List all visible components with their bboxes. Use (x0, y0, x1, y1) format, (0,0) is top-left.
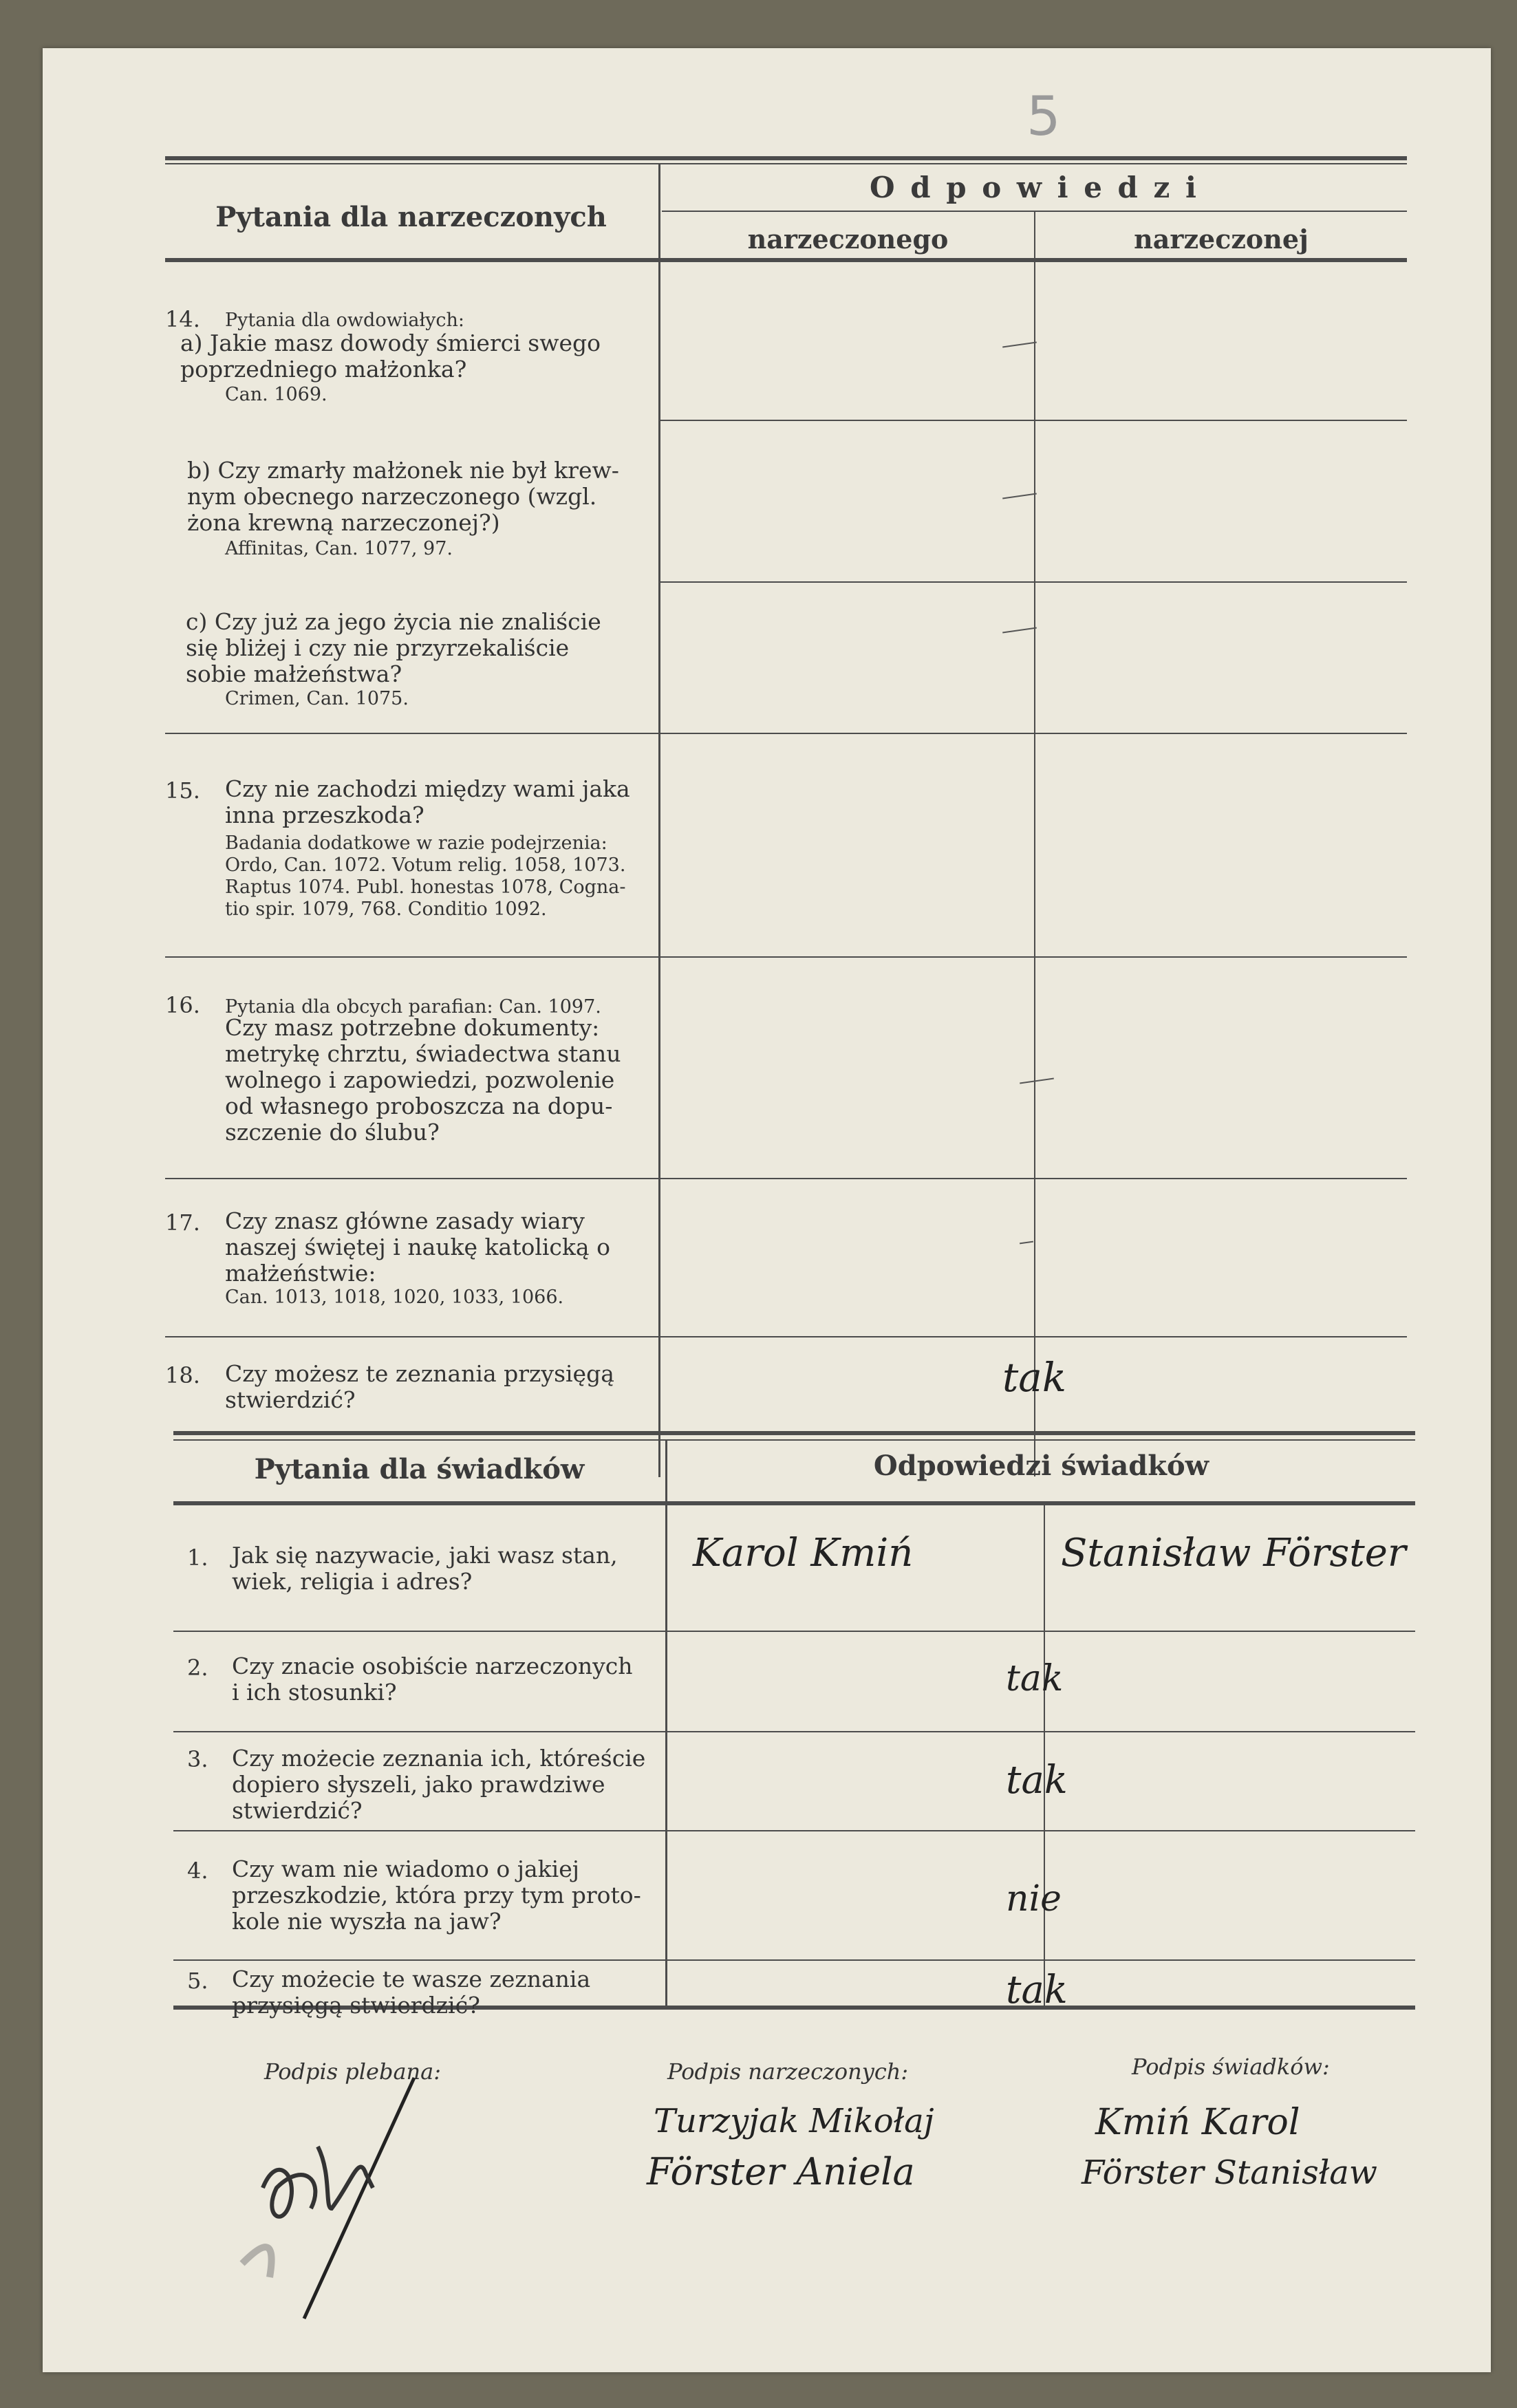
question-number: 15. (165, 777, 200, 804)
question-reference: Crimen, Can. 1075. (225, 688, 409, 709)
question-text: a) Jakie masz dowody śmierci swego poprzedniego małżonka? (180, 330, 601, 383)
pastor-signature-scribble (222, 2071, 469, 2332)
question-text: Czy nie zachodzi między wami jaka inna przeszkoda? (225, 775, 630, 828)
question-number: 17. (165, 1210, 200, 1236)
dash-mark (1020, 1241, 1033, 1245)
question-number: 14. (165, 306, 200, 332)
witness-2-name: Stanisław Förster (1061, 1531, 1406, 1576)
question-reference: Badania dodatkowe w razie podejrzenia: Ordo, Can. 1072. Votum relig. 1058, 1073. Raptus 1074. Publ. honestas 1078, Cogna- tio spir. 1079, 768. Conditio 1092. (225, 832, 626, 920)
witness-1-name: Karol Kmiń (693, 1531, 914, 1576)
witness-questions-heading: Pytania dla świadków (254, 1453, 585, 1485)
witness-top-rule-2 (173, 1439, 1415, 1441)
groom-column-heading: narzeczonego (747, 224, 949, 255)
witness-question-number: 1. (187, 1545, 208, 1571)
header-bottom-rule (165, 258, 1407, 262)
witness-answer-2: tak (1006, 1658, 1064, 1699)
question-intro: Pytania dla owdowiałych: (225, 310, 465, 331)
dash-mark (1002, 493, 1037, 499)
top-rule (165, 156, 1407, 160)
witness-answers-heading: Odpowiedzi świadków (873, 1450, 1209, 1482)
answer-q18: tak (1002, 1354, 1067, 1401)
witness-answer-4: nie (1006, 1878, 1062, 1920)
witness-main-divider (665, 1439, 667, 2007)
question-text: Czy możesz te zeznania przysięgą stwierdzić? (225, 1360, 614, 1413)
witness-question-text: Czy możecie zeznania ich, któreście dopiero słyszeli, jako prawdziwe stwierdzić? (232, 1745, 646, 1824)
questions-engaged-heading: Pytania dla narzeczonych (215, 201, 607, 233)
witness-question-number: 3. (187, 1746, 208, 1772)
engaged-signature-2: Förster Aniela (647, 2150, 915, 2193)
question-text: c) Czy już za jego życia nie znaliście się bliżej i czy nie przyrzekaliście sobie małżeństwa? (186, 608, 601, 687)
engaged-signature-label: Podpis narzeczonych: (667, 2058, 909, 2085)
witness-signature-2: Förster Stanisław (1082, 2153, 1378, 2192)
witness-header-rule (173, 1501, 1415, 1505)
witness-answer-3: tak (1006, 1758, 1068, 1803)
row-sep-17 (165, 1336, 1407, 1337)
question-number: 18. (165, 1362, 200, 1388)
answers-heading: O d p o w i e d z i (870, 171, 1199, 204)
question-reference: Can. 1013, 1018, 1020, 1033, 1066. (225, 1287, 564, 1308)
question-reference: Can. 1069. (225, 384, 327, 405)
witness-row-sep-1 (173, 1631, 1415, 1632)
main-column-divider (658, 163, 660, 1477)
top-rule-2 (165, 163, 1407, 164)
question-intro: Pytania dla obcych parafian: Can. 1097. (225, 996, 601, 1018)
dash-mark (1020, 1078, 1054, 1084)
row-sep-15 (165, 956, 1407, 958)
witness-question-text: Czy możecie te wasze zeznania przysięgą stwierdzić? (232, 1966, 591, 2019)
answers-column-divider (1034, 211, 1035, 1476)
dash-mark (1002, 342, 1037, 348)
witness-signature-1: Kmiń Karol (1095, 2102, 1300, 2143)
question-text: Czy znasz główne zasady wiary naszej świętej i naukę katolicką o małżeństwie: (225, 1207, 610, 1287)
witness-question-number: 2. (187, 1655, 208, 1681)
witness-answers-divider (1044, 1505, 1045, 2006)
witness-question-text: Czy znacie osobiście narzeczonych i ich stosunki? (232, 1653, 633, 1706)
witness-question-number: 4. (187, 1858, 208, 1884)
witness-signature-label: Podpis świadków: (1132, 2054, 1330, 2080)
row-sep-16 (165, 1178, 1407, 1179)
pastor-signature-label: Podpis plebana: (264, 2058, 441, 2085)
bride-column-heading: narzeczonej (1134, 224, 1309, 255)
row-sep-14b (660, 581, 1407, 583)
question-text: Czy masz potrzebne dokumenty: metrykę chrztu, świadectwa stanu wolnego i zapowiedzi, pozwolenie od własnego proboszcza na dopu- szczenie do ślubu? (225, 1014, 621, 1146)
witness-answer-5: tak (1006, 1968, 1068, 2012)
dash-mark (1002, 627, 1037, 634)
question-number: 16. (165, 992, 200, 1018)
witness-question-text: Jak się nazywacie, jaki wasz stan, wiek, religia i adres? (232, 1542, 618, 1595)
witness-row-sep-3 (173, 1830, 1415, 1831)
row-sep-14c (165, 733, 1407, 734)
question-reference: Affinitas, Can. 1077, 97. (225, 538, 453, 559)
engaged-signature-1: Turzyjak Mikołaj (654, 2102, 934, 2140)
form-page (43, 48, 1491, 2372)
witness-question-number: 5. (187, 1968, 208, 1994)
page-number: 5 (1026, 86, 1061, 148)
question-text: b) Czy zmarły małżonek nie był krew- nym obecnego narzeczonego (wzgl. żona krewną narzeczonej?) (187, 457, 619, 536)
witness-row-sep-2 (173, 1731, 1415, 1732)
witness-row-sep-4 (173, 1959, 1415, 1961)
witness-question-text: Czy wam nie wiadomo o jakiej przeszkodzie, która przy tym proto- kole nie wyszła na jaw? (232, 1856, 641, 1935)
witness-top-rule (173, 1431, 1415, 1435)
row-sep-14a (660, 420, 1407, 421)
